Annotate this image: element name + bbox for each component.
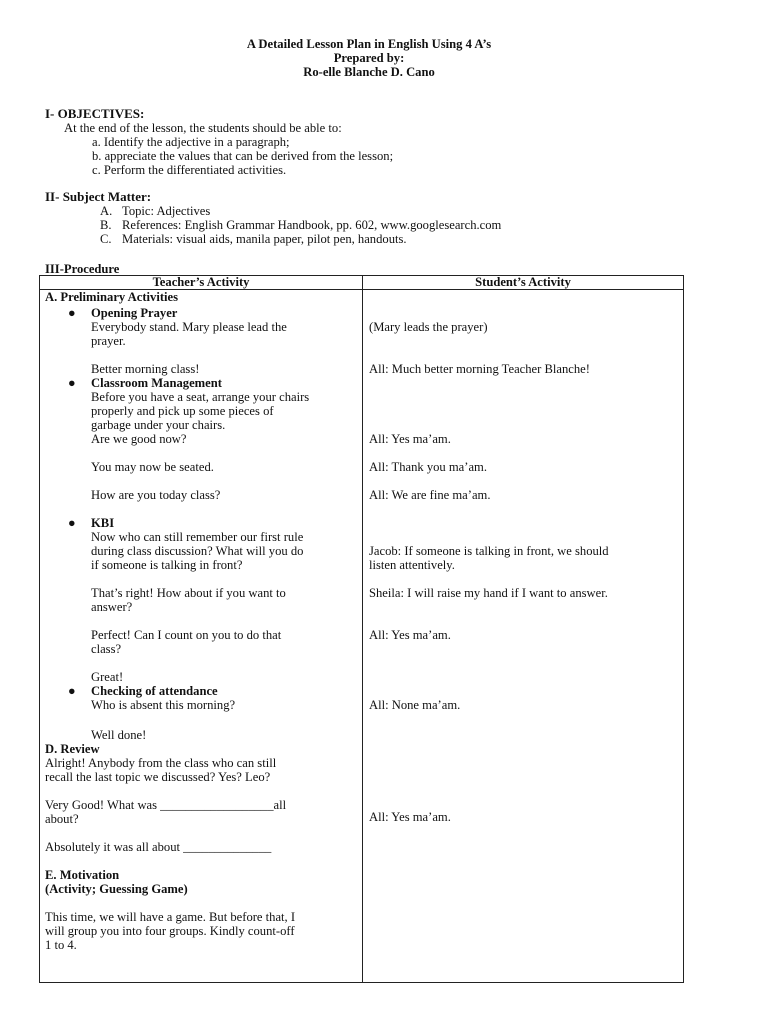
document-header	[0, 37, 768, 79]
section-a-heading: A. Preliminary Activities	[45, 290, 179, 304]
kbi-title: KBI	[91, 516, 115, 530]
teacher-line: Well done!	[91, 728, 147, 742]
teacher-block	[45, 798, 358, 826]
objectives-section	[45, 107, 728, 177]
teacher-activity-header: Teacher’s Activity	[40, 276, 363, 290]
subject-item-text: Materials: visual aids, manila paper, pilot pen, handouts.	[122, 232, 407, 246]
subject-item-text: References: English Grammar Handbook, pp. 602, www.googlesearch.com	[122, 218, 502, 232]
teacher-line: You may now be seated.	[91, 460, 214, 474]
student-line: All: Yes ma’am.	[369, 432, 451, 446]
subject-matter-section	[45, 190, 728, 246]
student-activity-header: Student’s Activity	[363, 276, 684, 290]
teacher-line: if someone is talking in front?	[91, 558, 243, 572]
teacher-line: Better morning class!	[91, 362, 200, 376]
prepared-by-label: Prepared by:	[333, 51, 405, 65]
student-block	[369, 544, 679, 572]
bullet-icon: ●	[68, 306, 76, 320]
objective-item: b. appreciate the values that can be derived from the lesson;	[92, 149, 394, 163]
document-title: A Detailed Lesson Plan in English Using 4 A’s	[246, 37, 492, 51]
teacher-block	[45, 910, 358, 952]
teacher-line: class?	[91, 642, 122, 656]
student-line: Jacob: If someone is talking in front, we should	[369, 544, 609, 558]
section-e-heading: E. Motivation	[45, 868, 120, 882]
subject-item-key: B.	[100, 218, 112, 232]
student-line: All: Much better morning Teacher Blanche!	[369, 362, 590, 376]
teacher-line: properly and pick up some pieces of	[91, 404, 274, 418]
teacher-line: during class discussion? What will you do	[91, 544, 304, 558]
opening-prayer-block	[45, 306, 358, 348]
subject-item-text: Topic: Adjectives	[122, 204, 211, 218]
subject-item	[45, 204, 728, 218]
subject-item-key: C.	[100, 232, 112, 246]
teacher-block	[45, 628, 358, 656]
teacher-line: Absolutely it was all about ______________	[45, 840, 272, 854]
opening-prayer-title: Opening Prayer	[91, 306, 178, 320]
objectives-heading: I- OBJECTIVES:	[45, 106, 145, 121]
student-line: All: Yes ma’am.	[369, 628, 451, 642]
teacher-line: Alright! Anybody from the class who can still	[45, 756, 277, 770]
teacher-line: How are you today class?	[91, 488, 221, 502]
teacher-line: 1 to 4.	[45, 938, 77, 952]
review-block	[45, 742, 358, 784]
student-line: All: Thank you ma’am.	[369, 460, 487, 474]
subject-item-key: A.	[100, 204, 113, 218]
teacher-line: answer?	[91, 600, 133, 614]
procedure-table	[39, 275, 684, 983]
subject-item	[45, 218, 728, 232]
bullet-icon: ●	[68, 376, 76, 390]
bullet-icon: ●	[68, 516, 76, 530]
subject-matter-heading: II- Subject Matter:	[45, 189, 152, 204]
teacher-line: Perfect! Can I count on you to do that	[91, 628, 282, 642]
teacher-block	[45, 586, 358, 614]
teacher-line: Everybody stand. Mary please lead the	[91, 320, 287, 334]
teacher-line: Great!	[91, 670, 124, 684]
section-d-heading: D. Review	[45, 742, 100, 756]
student-line: Sheila: I will raise my hand if I want to answer.	[369, 586, 608, 600]
teacher-line: This time, we will have a game. But before that, I	[45, 910, 296, 924]
teacher-line: garbage under your chairs.	[91, 418, 226, 432]
teacher-line: about?	[45, 812, 79, 826]
objectives-intro: At the end of the lesson, the students should be able to:	[64, 121, 342, 135]
teacher-line: recall the last topic we discussed? Yes? Leo?	[45, 770, 271, 784]
subject-item	[45, 232, 728, 246]
teacher-line: will group you into four groups. Kindly count-off	[45, 924, 295, 938]
objective-item: a. Identify the adjective in a paragraph;	[92, 135, 290, 149]
section-e-subheading: (Activity; Guessing Game)	[45, 882, 188, 896]
teacher-line: Before you have a seat, arrange your chairs	[91, 390, 310, 404]
student-line: All: We are fine ma’am.	[369, 488, 491, 502]
author-name: Ro-elle Blanche D. Cano	[303, 65, 435, 79]
student-line: All: Yes ma’am.	[369, 810, 451, 824]
attendance-block	[45, 684, 358, 712]
teacher-line: Who is absent this morning?	[91, 698, 236, 712]
teacher-line: Are we good now?	[91, 432, 187, 446]
objective-item: c. Perform the differentiated activities.	[92, 163, 287, 177]
teacher-line: Now who can still remember our first rule	[91, 530, 304, 544]
bullet-icon: ●	[68, 684, 76, 698]
classroom-management-block	[45, 376, 358, 446]
teacher-line: Very Good! What was __________________all	[45, 798, 287, 812]
teacher-column	[40, 290, 363, 983]
student-column	[363, 290, 684, 983]
attendance-title: Checking of attendance	[91, 684, 218, 698]
procedure-heading: III-Procedure	[45, 262, 120, 276]
student-line: All: None ma’am.	[369, 698, 461, 712]
teacher-line: That’s right! How about if you want to	[91, 586, 286, 600]
student-line: listen attentively.	[369, 558, 455, 572]
classroom-management-title: Classroom Management	[91, 376, 222, 390]
student-line: (Mary leads the prayer)	[369, 320, 488, 334]
kbi-block	[45, 516, 358, 572]
teacher-line: prayer.	[91, 334, 126, 348]
motivation-block	[45, 868, 358, 896]
